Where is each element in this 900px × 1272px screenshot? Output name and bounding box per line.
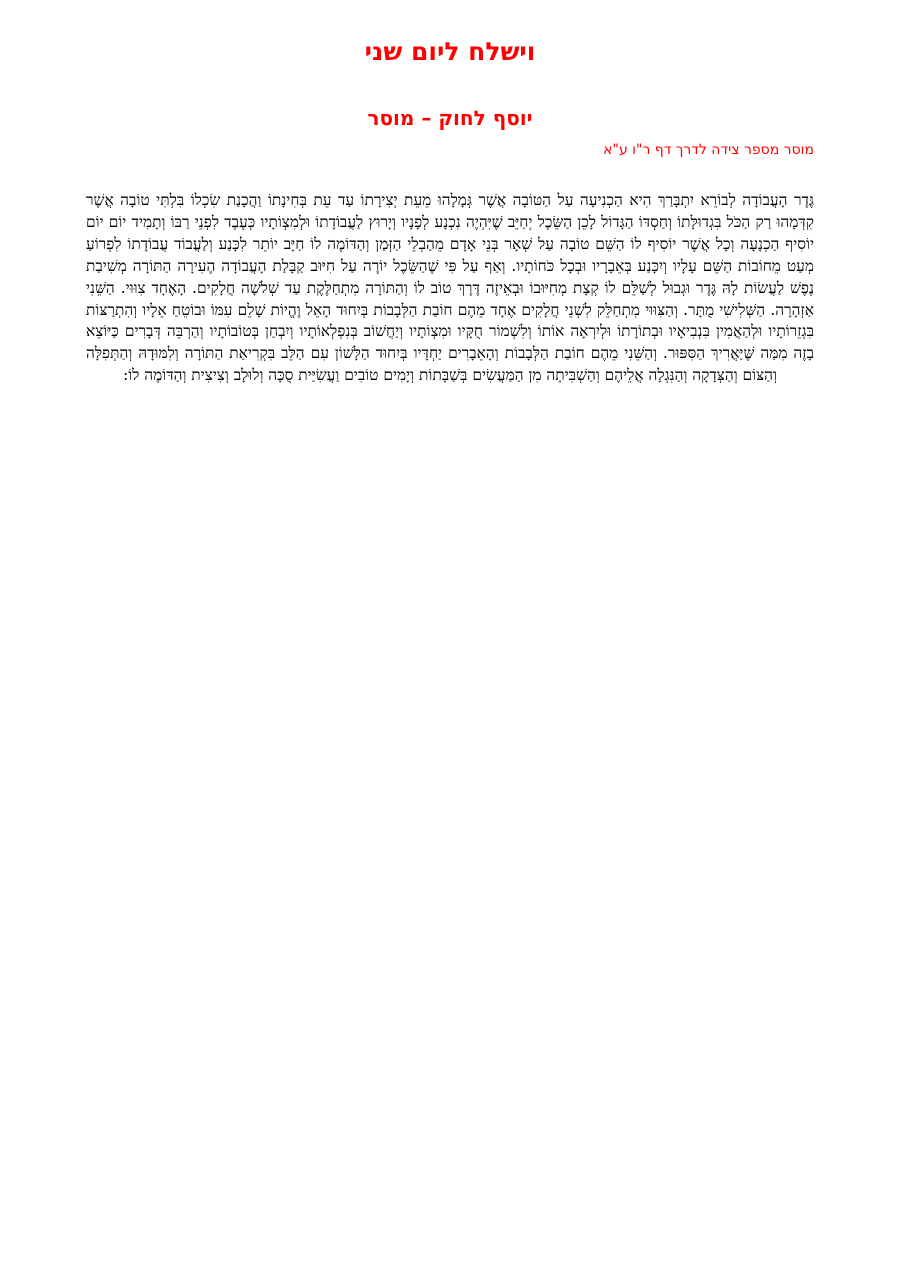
- source-reference: מוסר מספר צידה לדרך דף ר"ו ע"א: [603, 142, 814, 158]
- page-title: וישלח ליום שני: [364, 37, 536, 66]
- page-subtitle: יוסף לחוק – מוסר: [367, 106, 533, 130]
- body-paragraph: גֶּדֶר הָעֲבוֹדָה לְבוֹרֵא יִתְבָּרַךְ הִיא הַכְנִיעָה עַל הַטּוֹבָה אֲשֶׁר גְּמָלָהוּ מֵעֵת יְצִירָתוֹ עַד עֵת בְּחִינָתוֹ וַהֲכָנַת שִׂכְלוֹ בִּלְתִּי טוֹבָה אֲשֶׁר קִדְּמָהוּ רַק הַכֹּל בִּגְדוּלָּתוֹ וְחַסְדּוֹ הַגָּדוֹל לָכֵן הַשֵּׂכֶל יְחַיֵּב שֶׁיִּהְיֶה נִכְנָע לְפָנָיו וְיָרוּץ לַעֲבוֹדָתוֹ וּלְמִצְוֹתָיו כְּעֶבֶד לִפְנֵי רַבּוֹ וְתָמִיד יוֹם יוֹם יוֹסִיף הַכְנָעָה וְכָל אֲשֶׁר יוֹסִיף לוֹ הַשֵּׁם טוֹבָה עַל שְׁאָר בְּנֵי אָדָם מֵהַבְלֵי הַזְּמַן וְהַדּוֹמֶה לוֹ חַיָּב יוֹתֵר לִכָּנַע וְלַעֲבוֹד עֲבוֹדָתוֹ לִפְרוֹעַ מְעַט מֵחוֹבוֹת הַשֵּׁם עָלָיו וְיִכָּנַע בְּאֵבָרָיו וּבְכָל כֹּחוֹתָיו. וְאַף עַל פִּי שֶׁהַשֵּׂכֶל יוֹרֶה עַל חִיּוּב קַבָּלַת הָעֲבוֹדָה הֶעִירָה הַתּוֹרָה מְשִׁיבַת נֶפֶשׁ לַעֲשׂוֹת לָהּ גֶּדֶר וּגְבוּל לְשַׁלֵּם לוֹ קְצָת מְחִיּוּבוֹ וּבְאֵיזֶה דֶּרֶךְ טוֹב לוֹ וְהַתּוֹרָה מִתְחַלֶּקֶת עַד שְׁלֹשָׁה חֲלָקִים. הָאֶחָד צִוּוּי. הַשֵּׁנִי אַזְהָרָה. הַשְּׁלִישִׁי מֻתָּר. וְהַצִּוּוּי מִתְחַלֵּק לִשְׁנֵי חֲלָקִים אֶחָד מֵהֶם חוֹבַת הַלְּבָבוֹת בְּיִחוּד הָאֵל וֶהֱיוֹת שָׁלֵם עִמּוֹ וּבוֹטֵחַ אֵלָיו וְהִתְרַצּוֹת בִּגְזֵרוֹתָיו וּלְהַאֲמִין בִּנְבִיאָיו וּבְתוֹרָתוֹ וּלְיִרְאָה אוֹתוֹ וְלִשְׁמוֹר חֻקָּיו וּמִצְוֹתָיו וְיַחֲשׁוֹב בְּנִפְלְאוֹתָיו וְיִבְחַן בְּטוֹבוֹתָיו וְהַרְבֵּה דְּבָרִים כַּיּוֹצֵא בָזֶה מִמַּה שֶּׁיַּאֲרִיךְ הַסִּפּוּר. וְהַשֵּׁנִי מֵהֶם חוֹבַת הַלְּבָבוֹת וְהָאֵבָרִים יַחְדָּיו בְּיִחוּד הַלָּשׁוֹן עִם הַלֵּב בִּקְרִיאַת הַתּוֹרָה וְלִמּוּדָהּ וְהַתְּפִלָּה וְהַצּוֹם וְהַצְּדָקָה וְהַנִּגְלָה אֲלֵיהֶם וְהַשְׁבִּיתָה מִן הַמַּעֲשִׂים בְּשַׁבָּתוֹת וְיָמִים טוֹבִים וַעֲשִׂיַּית סֻכָּה וְלוּלָב וְצִיצִית וְהַדּוֹמֶה לוֹ:: [86, 191, 814, 385]
